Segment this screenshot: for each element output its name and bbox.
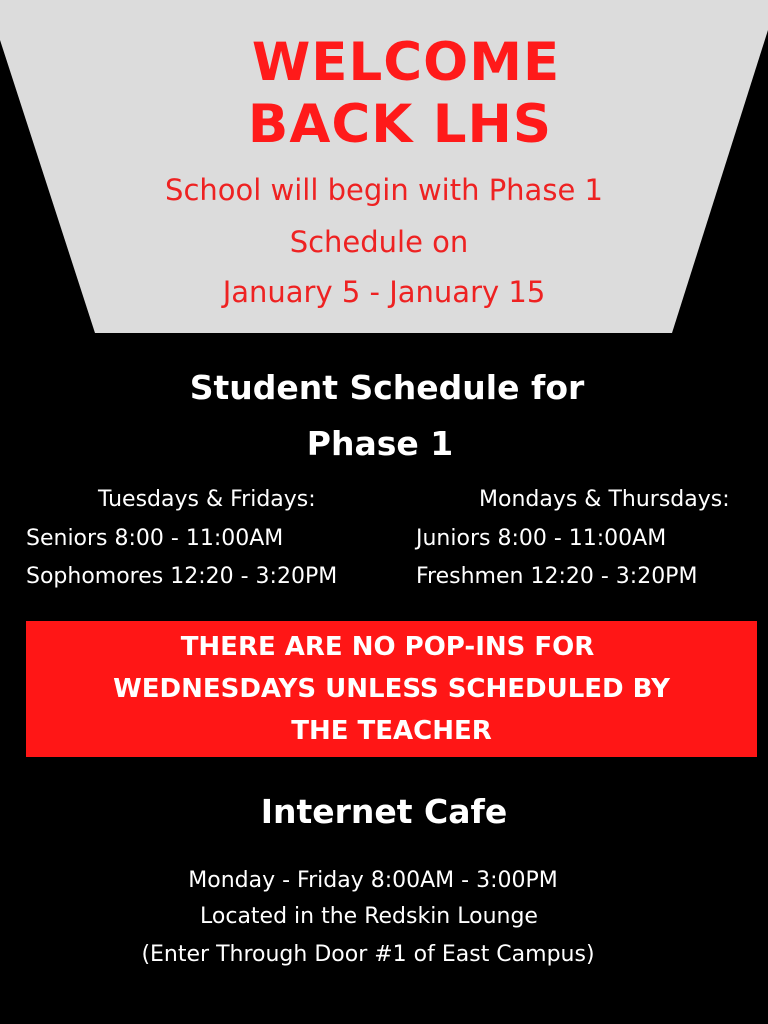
freshmen-schedule: Freshmen 12:20 - 3:20PM [416, 564, 698, 589]
cafe-entrance: (Enter Through Door #1 of East Campus) [141, 942, 595, 967]
juniors-schedule: Juniors 8:00 - 11:00AM [416, 526, 667, 551]
schedule-title-line2: Phase 1 [306, 424, 454, 463]
schedule-title-line1: Student Schedule for [189, 368, 585, 407]
subline-schedule-on: Schedule on [289, 225, 469, 259]
headline-back-lhs: BACK LHS [247, 94, 553, 155]
subline-phase: School will begin with Phase 1 [165, 173, 603, 207]
notice-box [26, 621, 757, 757]
cafe-title: Internet Cafe [260, 792, 508, 831]
subline-dates: January 5 - January 15 [222, 275, 546, 309]
left-column-heading: Tuesdays & Fridays: [98, 487, 316, 512]
right-column-heading: Mondays & Thursdays: [479, 487, 730, 512]
notice-line2: WEDNESDAYS UNLESS SCHEDULED BY [113, 674, 670, 704]
sophomores-schedule: Sophomores 12:20 - 3:20PM [26, 564, 338, 589]
cafe-hours: Monday - Friday 8:00AM - 3:00PM [188, 868, 558, 893]
notice-line3: THE TEACHER [291, 716, 492, 746]
headline-welcome: WELCOME [251, 32, 561, 93]
seniors-schedule: Seniors 8:00 - 11:00AM [26, 526, 284, 551]
cafe-location: Located in the Redskin Lounge [200, 904, 538, 929]
notice-line1: THERE ARE NO POP-INS FOR [180, 632, 595, 662]
